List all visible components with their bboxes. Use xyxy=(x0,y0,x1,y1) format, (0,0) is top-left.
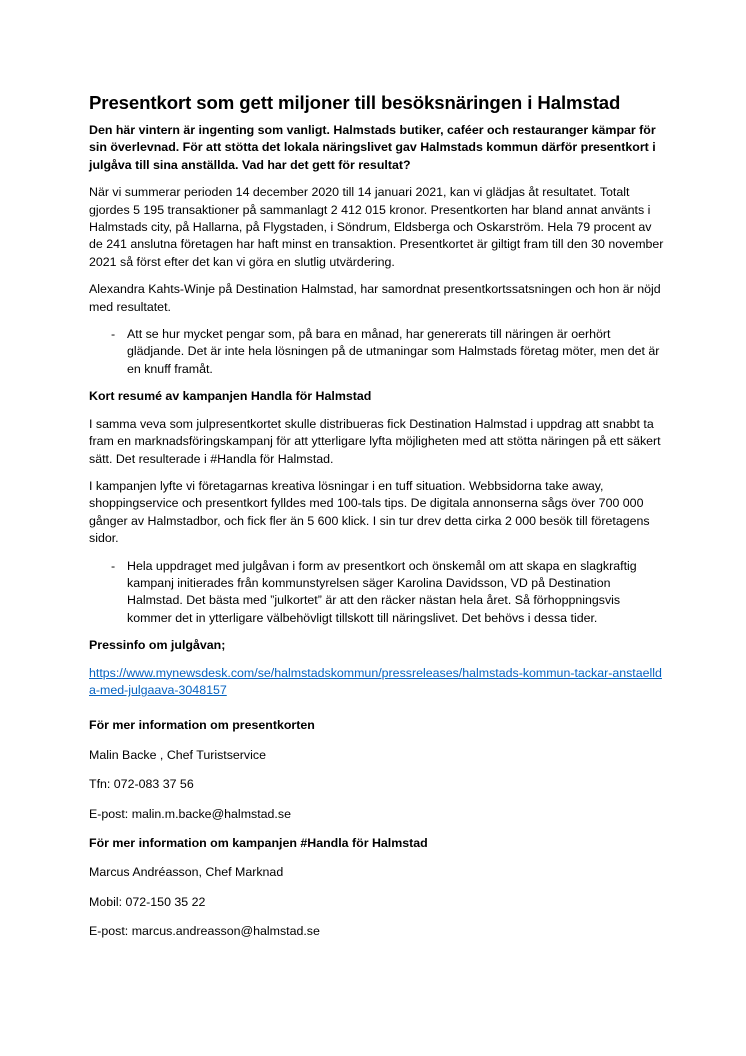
campaign-paragraph: I samma veva som julpresentkortet skulle distribueras fick Destination Halmstad i uppdrag att snabbt ta fram en marknadsföringskampanj för att ytterligare lyfta möjligheten med att stötta näringen på ett säkert sätt. Det resulterade i #Handla för Halmstad. xyxy=(89,416,661,466)
quote-dash: - xyxy=(111,327,116,342)
results-paragraph: När vi summerar perioden 14 december 2020 till 14 januari 2021, kan vi glädjas åt resultatet. Totalt gjordes 5 195 transaktioner på sammanlagt 2 412 015 kronor. Presentkorten har bland annat använts i Halmstads city, på Hallarna, på Flygstaden, i Söndrum, Eldsberga och Oskarström. Hela 79 procent av de 241 anslutna företagen har haft minst en transaktion. Presentkortet är giltigt fram till den 30 november 2021 så först efter det kan vi göra en slutlig utvärdering. xyxy=(89,185,664,269)
quote-dash: - xyxy=(111,558,116,573)
contact-email: E-post: malin.m.backe@halmstad.se xyxy=(89,806,291,821)
contact-phone: Tfn: 072-083 37 56 xyxy=(89,777,194,792)
contact-heading-campaign: För mer information om kampanjen #Handla för Halmstad xyxy=(89,836,428,850)
contact-heading-giftcards: För mer information om presentkorten xyxy=(89,718,315,733)
document-title: Presentkort som gett miljoner till besöksnäringen i Halmstad xyxy=(89,92,621,113)
contact-name: Marcus Andréasson, Chef Marknad xyxy=(89,865,284,880)
quote-text: Att se hur mycket pengar som, på bara en månad, har genererats till näringen är oerhört glädjande. Det är inte hela lösningen på de utmaningar som Halmstads företag möter, men det är en knuff framåt. xyxy=(127,327,660,376)
press-subheading: Pressinfo om julgåvan; xyxy=(89,638,226,653)
press-link-paragraph xyxy=(89,665,666,700)
press-release-link[interactable]: https://www.mynewsdesk.com/se/halmstadskommun/pressreleases/halmstads-kommun-tackar-anstaellda-med-julgaava-3048157 xyxy=(89,665,662,697)
contact-name: Malin Backe , Chef Turistservice xyxy=(89,747,266,762)
campaign-subheading: Kort resumé av kampanjen Handla för Halmstad xyxy=(89,389,372,404)
contact-phone: Mobil: 072-150 35 22 xyxy=(89,894,206,909)
contact-email: E-post: marcus.andreasson@halmstad.se xyxy=(89,924,320,939)
campaign-results-paragraph: I kampanjen lyfte vi företagarnas kreativa lösningar i en tuff situation. Webbsidorna take away, shoppingservice och presentkort fylldes med 100-tals tips. De digitala annonserna sågs över 700 000 gånger av Halmstadbor, och fick fler än 5 600 klick. I sin tur drev detta cirka 2 000 besök till företagens sidor. xyxy=(89,478,650,546)
coordinator-paragraph: Alexandra Kahts-Winje på Destination Halmstad, har samordnat presentkortssatsningen och hon är nöjd med resultatet. xyxy=(89,282,661,314)
quote-kahts-winje xyxy=(89,326,666,378)
quote-davidsson xyxy=(89,558,666,628)
lead-paragraph: Den här vintern är ingenting som vanligt. Halmstads butiker, caféer och restauranger kämpar för sin överlevnad. För att stötta det lokala näringslivet gav Halmstads kommun därför presentkort i julgåva till sina anställda. Vad har det gett för resultat? xyxy=(89,123,656,172)
quote-text: Hela uppdraget med julgåvan i form av presentkort och önskemål om att skapa en slagkraftig kampanj initierades från kommunstyrelsen säger Karolina Davidsson, VD på Destination Halmstad. Det bästa med ”julkortet” är att den räcker nästan hela året. Så förhoppningsvis kommer det in ytterligare välbehövligt tillskott till näringslivet. Det behövs i dessa tider. xyxy=(127,558,637,625)
